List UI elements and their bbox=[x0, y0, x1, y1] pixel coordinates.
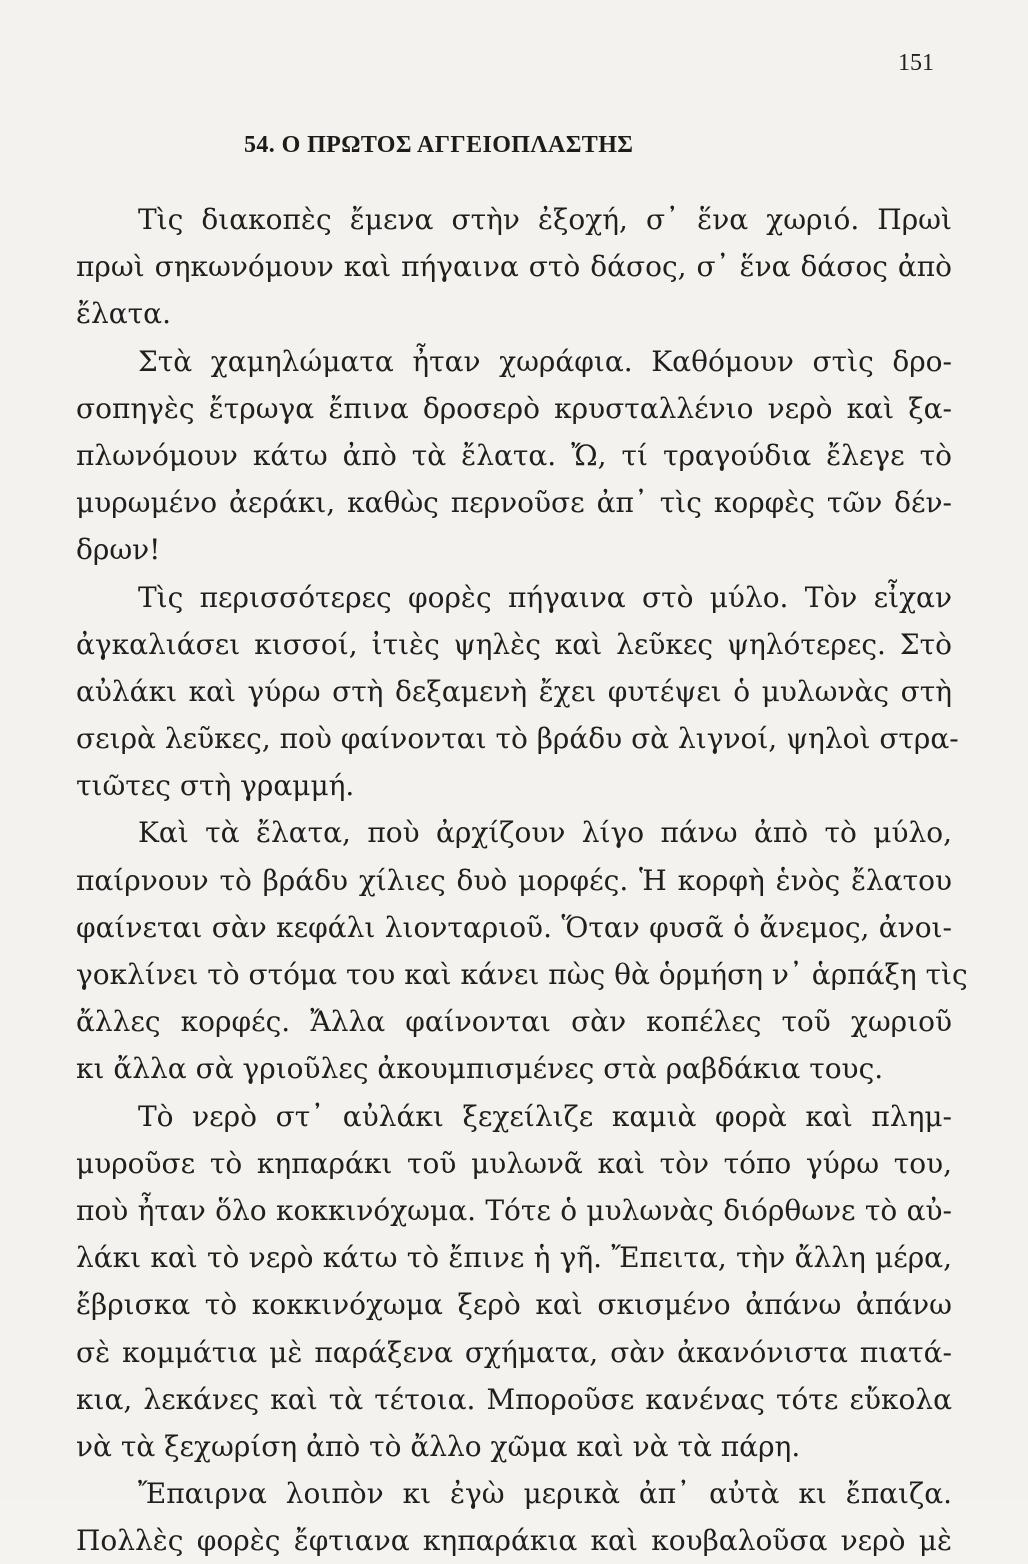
text-line: Τὸ νερὸ στ᾽ αὐλάκι ξεχείλιζε καμιὰ φορὰ καὶ πλημ- bbox=[138, 1099, 952, 1133]
text-line: πρωὶ σηκωνόμουν καὶ πήγαινα στὸ δάσος, σ᾽ ἕνα δάσος ἀπὸ bbox=[76, 250, 952, 284]
text-line: Στὰ χαμηλώματα ἦταν χωράφια. Καθόμουν στὶς δρο- bbox=[138, 344, 952, 378]
text-line: παίρνουν τὸ βράδυ χίλιες δυὸ μορφές. Ἡ κορφὴ ἑνὸς ἔλατου bbox=[76, 863, 952, 897]
text-line: Τὶς περισσότερες φορὲς πήγαινα στὸ μύλο. Τὸν εἶχαν bbox=[138, 580, 952, 614]
text-line: γοκλίνει τὸ στόμα του καὶ κάνει πὼς θὰ ὁρμήση ν᾽ ἁρπάξη τὶς bbox=[76, 958, 968, 991]
text-line: δρων! bbox=[76, 533, 161, 567]
text-line: τιῶτες στὴ γραμμή. bbox=[76, 769, 355, 803]
text-line: Ἔπαιρνα λοιπὸν κι ἐγὼ μερικὰ ἀπ᾽ αὐτὰ κι ἔπαιζα. bbox=[138, 1477, 952, 1511]
text-line: σοπηγὲς ἔτρωγα ἔπινα δροσερὸ κρυσταλλένιο νερὸ καὶ ξα- bbox=[76, 391, 952, 425]
text-line: ἔβρισκα τὸ κοκκινόχωμα ξερὸ καὶ σκισμένο ἀπάνω ἀπάνω bbox=[76, 1288, 952, 1322]
text-line: πλωνόμουν κάτω ἀπὸ τὰ ἔλατα. Ὤ, τί τραγούδια ἔλεγε τὸ bbox=[76, 438, 952, 472]
text-line: νὰ τὰ ξεχωρίση ἀπὸ τὸ ἄλλο χῶμα καὶ νὰ τὰ πάρη. bbox=[76, 1429, 801, 1463]
text-line: μυροῦσε τὸ κηπαράκι τοῦ μυλωνᾶ καὶ τὸν τόπο γύρω του, bbox=[76, 1146, 952, 1180]
text-line: φαίνεται σὰν κεφάλι λιονταριοῦ. Ὅταν φυσᾶ ὁ ἄνεμος, ἀνοι- bbox=[76, 910, 952, 944]
text-line: ποὺ ἦταν ὅλο κοκκινόχωμα. Τότε ὁ μυλωνὰς διόρθωνε τὸ αὐ- bbox=[76, 1193, 952, 1227]
text-line: Τὶς διακοπὲς ἔμενα στὴν ἐξοχή, σ᾽ ἕνα χωριό. Πρωὶ bbox=[138, 203, 952, 236]
text-line: μυρωμένο ἀεράκι, καθὼς περνοῦσε ἀπ᾽ τὶς κορφὲς τῶν δέν- bbox=[76, 486, 952, 520]
body-text bbox=[76, 196, 968, 1564]
text-line: κι ἄλλα σὰ γριοῦλες ἀκουμπισμένες στὰ ραβδάκια τους. bbox=[76, 1052, 884, 1086]
text-line: λάκι καὶ τὸ νερὸ κάτω τὸ ἔπινε ἡ γῆ. Ἔπειτα, τὴν ἄλλη μέρα, bbox=[76, 1241, 952, 1275]
text-line: σὲ κομμάτια μὲ παράξενα σχήματα, σὰν ἀκανόνιστα πιατά- bbox=[76, 1335, 952, 1369]
chapter-title: 54. Ο ΠΡΩΤΟΣ ΑΓΓΕΙΟΠΛΑΣΤΗΣ bbox=[244, 132, 634, 158]
text-line: ἔλατα. bbox=[76, 297, 171, 331]
page-number: 151 bbox=[898, 50, 934, 76]
text-line: ἀγκαλιάσει κισσοί, ἰτιὲς ψηλὲς καὶ λεῦκες ψηλότερες. Στὸ bbox=[76, 627, 952, 661]
text-line: σειρὰ λεῦκες, ποὺ φαίνονται τὸ βράδυ σὰ λιγνοί, ψηλοὶ στρα- bbox=[76, 722, 959, 756]
text-line: Καὶ τὰ ἔλατα, ποὺ ἀρχίζουν λίγο πάνω ἀπὸ τὸ μύλο, bbox=[138, 816, 952, 850]
text-line: κια, λεκάνες καὶ τὰ τέτοια. Μποροῦσε κανένας τότε εὔκολα bbox=[76, 1382, 952, 1416]
text-line: αὐλάκι καὶ γύρω στὴ δεξαμενὴ ἔχει φυτέψει ὁ μυλωνὰς στὴ bbox=[76, 674, 952, 708]
text-line: ἄλλες κορφές. Ἄλλα φαίνονται σὰν κοπέλες τοῦ χωριοῦ bbox=[76, 1005, 952, 1039]
text-line: Πολλὲς φορὲς ἔφτιανα κηπαράκια καὶ κουβαλοῦσα νερὸ μὲ bbox=[76, 1524, 952, 1558]
